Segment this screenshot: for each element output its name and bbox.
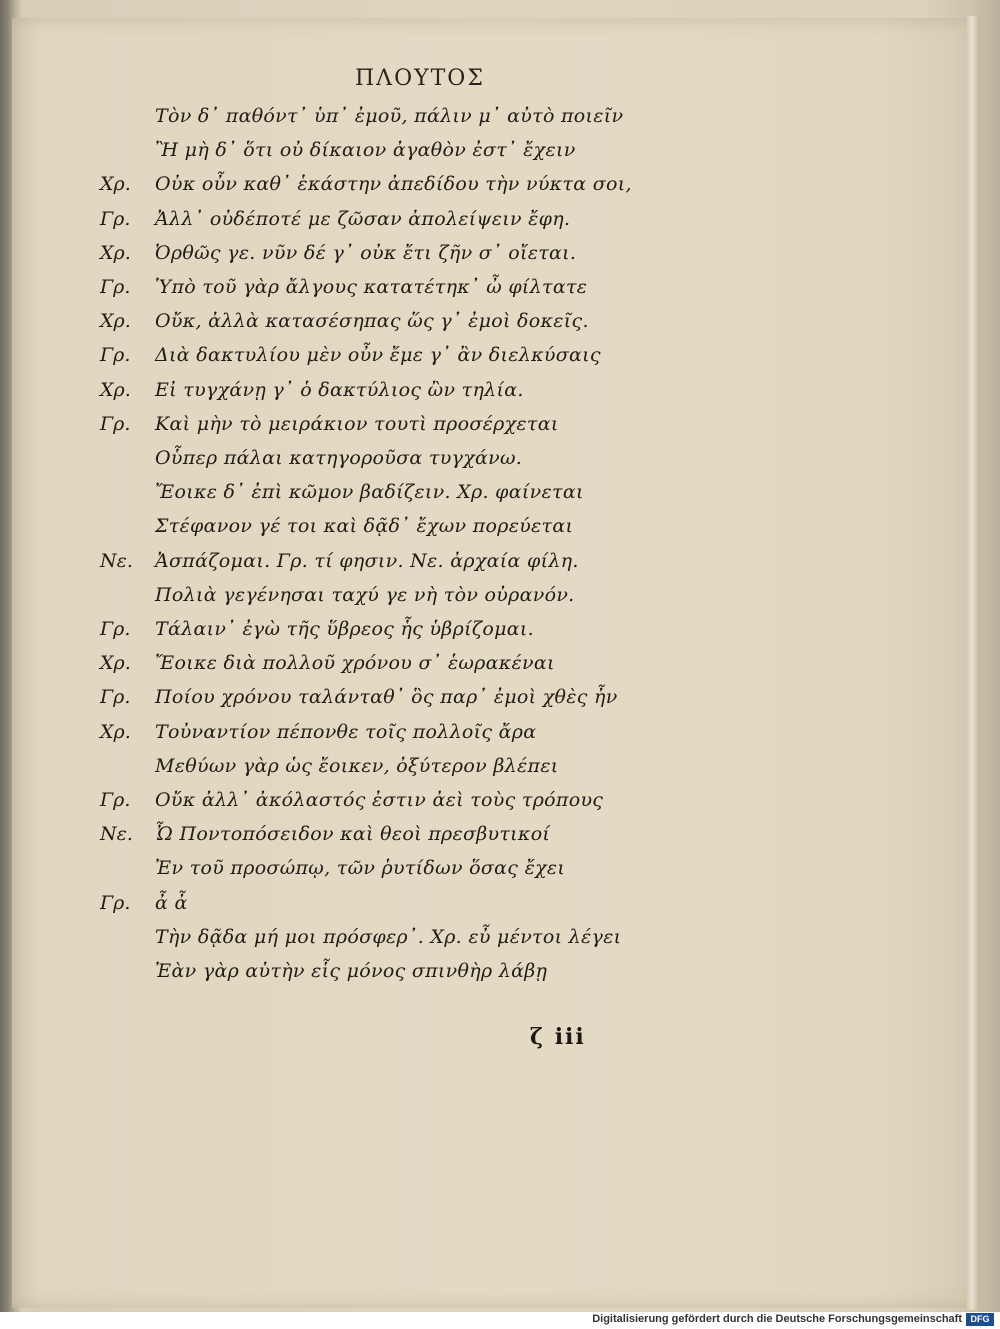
verse-text: Ἐὰν γὰρ αὐτὴν εἷς μόνος σπινθὴρ λάβῃ xyxy=(155,960,548,982)
speaker-label: Χρ. xyxy=(100,720,131,743)
verse-line xyxy=(0,132,960,168)
verse-text: Οὔκ, ἀλλὰ κατασέσηπας ὥς γ᾽ ἐμοὶ δοκεῖς. xyxy=(155,310,589,333)
verse-line xyxy=(0,953,960,989)
verse-line xyxy=(0,577,960,613)
signature-mark: ζ iii xyxy=(530,1024,586,1050)
speaker-label: Γρ. xyxy=(100,891,131,914)
verse-line xyxy=(0,885,960,921)
speaker-label: Χρ. xyxy=(100,652,131,675)
verse-line xyxy=(0,201,960,237)
verse-text: Ὑπὸ τοῦ γὰρ ἄλγους κατατέτηκ᾽ ὦ φίλτατε xyxy=(155,276,588,298)
speaker-label: Γρ. xyxy=(100,207,131,230)
verse-text: Ὦ Ποντοπόσειδον καὶ θεοὶ πρεσβυτικοί xyxy=(155,823,551,846)
page-edge xyxy=(966,16,980,1310)
verse-line xyxy=(0,98,960,134)
verse-line xyxy=(0,474,960,510)
verse-text: Ἔοικε δ᾽ ἐπὶ κῶμον βαδίζειν. Χρ. φαίνεται xyxy=(155,481,584,504)
verse-text: Ἐν τοῦ προσώπῳ, τῶν ῥυτίδων ὅσας ἔχει xyxy=(155,857,566,880)
verse-text: Τάλαιν᾽ ἐγὼ τῆς ὕβρεος ἧς ὑβρίζομαι. xyxy=(155,618,535,640)
verse-line xyxy=(0,508,960,544)
verse-line xyxy=(0,372,960,408)
verse-line xyxy=(0,919,960,955)
verse-text: Ἢ μὴ δ᾽ ὅτι οὐ δίκαιον ἀγαθὸν ἐστ᾽ ἔχειν xyxy=(155,139,576,162)
speaker-label: Χρ. xyxy=(100,378,131,401)
verse-line xyxy=(0,166,960,202)
speaker-label: Χρ. xyxy=(100,173,131,196)
verse-line xyxy=(0,782,960,818)
verse-line xyxy=(0,303,960,339)
verse-text: Μεθύων γὰρ ὡς ἔοικεν, ὀξύτερον βλέπει xyxy=(155,754,559,777)
verse-text: Διὰ δακτυλίου μὲν οὖν ἔμε γ᾽ ἂν διελκύσαις xyxy=(155,344,601,367)
verse-text: Πολιὰ γεγένησαι ταχύ γε νὴ τὸν οὐρανόν. xyxy=(155,583,575,606)
verse-text: Οὗπερ πάλαι κατηγοροῦσα τυγχάνω. xyxy=(155,447,523,469)
verse-line xyxy=(0,406,960,442)
verse-text: ἆ ἆ xyxy=(155,891,188,914)
verse-line xyxy=(0,440,960,476)
verse-line xyxy=(0,850,960,886)
verse-line xyxy=(0,543,960,579)
running-head: ΠΛΟΥΤΟΣ xyxy=(355,66,485,91)
speaker-label: Γρ. xyxy=(100,276,131,298)
verse-text: Τὸν δ᾽ παθόντ᾽ ὑπ᾽ ἐμοῦ, πάλιν μ᾽ αὐτὸ ποιεῖν xyxy=(155,105,624,127)
speaker-label: Γρ. xyxy=(100,789,131,811)
verse-line xyxy=(0,611,960,647)
dfg-logo: DFG xyxy=(966,1313,994,1326)
verse-text: Εἰ τυγχάνῃ γ᾽ ὁ δακτύλιος ὢν τηλία. xyxy=(155,378,524,401)
speaker-label: Γρ. xyxy=(100,686,131,709)
verse-line xyxy=(0,748,960,784)
speaker-label: Γρ. xyxy=(100,412,131,435)
verse-line xyxy=(0,235,960,271)
verse-text: Ἀσπάζομαι. Γρ. τί φησιν. Νε. ἀρχαία φίλη. xyxy=(155,549,579,572)
verse-text: Ἔοικε διὰ πολλοῦ χρόνου σ᾽ ἑωρακέναι xyxy=(155,652,555,675)
footer-credit: Digitalisierung gefördert durch die Deutsche Forschungsgemeinschaft xyxy=(592,1313,962,1325)
verse-text: Ὀρθῶς γε. νῦν δέ γ᾽ οὐκ ἔτι ζῆν σ᾽ οἴεται. xyxy=(155,241,577,264)
verse-text: Οὔκ ἀλλ᾽ ἀκόλαστός ἐστιν ἀεὶ τοὺς τρόπους xyxy=(155,789,604,811)
verse-line xyxy=(0,816,960,852)
verse-text: Ποίου χρόνου ταλάνταθ᾽ ὃς παρ᾽ ἐμοὶ χθὲς ἦν xyxy=(155,686,618,709)
verse-text: Καὶ μὴν τὸ μειράκιον τουτὶ προσέρχεται xyxy=(155,412,559,435)
verse-line xyxy=(0,645,960,681)
verse-text: Τοὐναντίον πέπονθε τοῖς πολλοῖς ἄρα xyxy=(155,720,537,743)
speaker-label: Γρ. xyxy=(100,344,131,367)
verse-line xyxy=(0,269,960,305)
speaker-label: Νε. xyxy=(100,823,133,846)
speaker-label: Χρ. xyxy=(100,241,131,264)
verse-line xyxy=(0,337,960,373)
verse-text: Στέφανον γέ τοι καὶ δᾷδ᾽ ἔχων πορεύεται xyxy=(155,515,574,538)
verse-line xyxy=(0,679,960,715)
verse-text: Τὴν δᾷδα μή μοι πρόσφερ᾽. Χρ. εὖ μέντοι λέγει xyxy=(155,925,622,948)
speaker-label: Χρ. xyxy=(100,310,131,333)
speaker-label: Γρ. xyxy=(100,618,131,640)
verse-text: Οὐκ οὖν καθ᾽ ἑκάστην ἀπεδίδου τὴν νύκτα σοι, xyxy=(155,173,632,196)
verse-text: Ἀλλ᾽ οὐδέποτέ με ζῶσαν ἀπολείψειν ἔφη. xyxy=(155,207,571,230)
speaker-label: Νε. xyxy=(100,549,133,572)
verse-line xyxy=(0,714,960,750)
